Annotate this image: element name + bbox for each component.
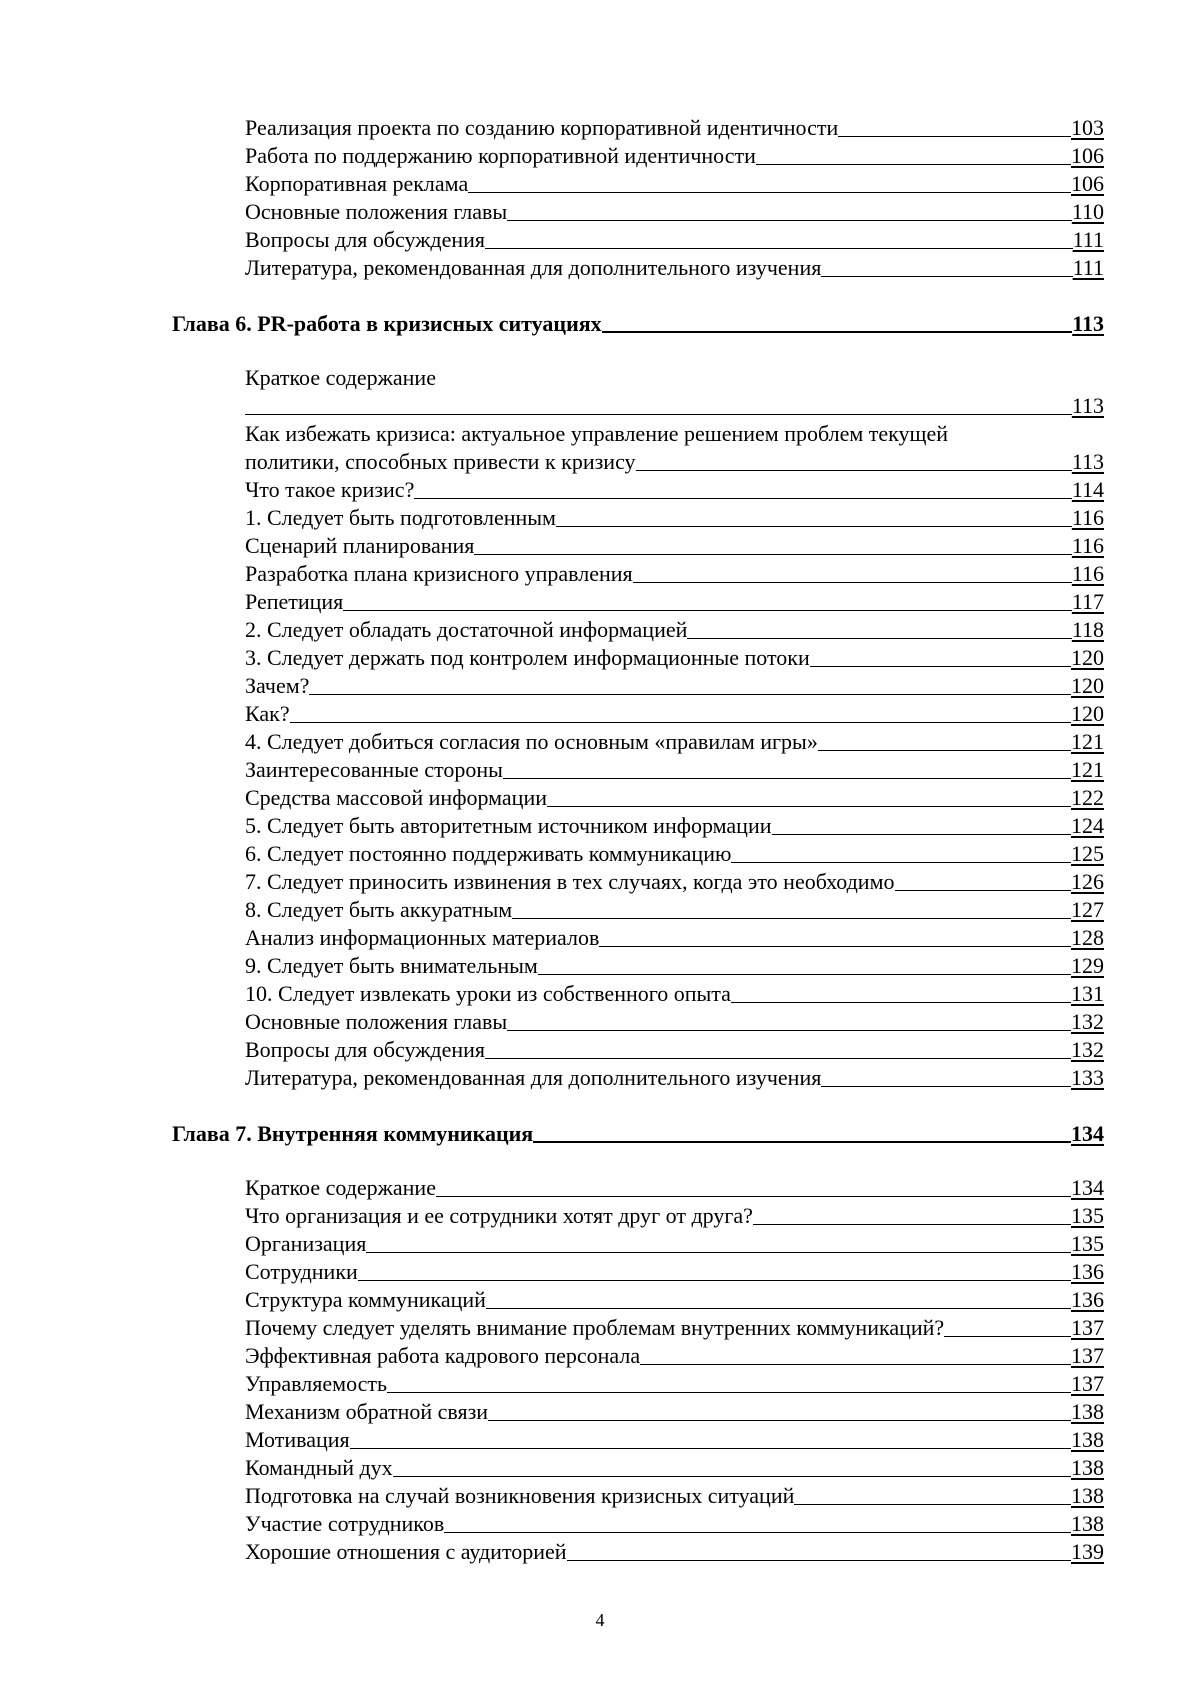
entry-title-line1: Как избежать кризиса: актуальное управление решением проблем текущей (245, 421, 949, 446)
entry-page-number: 120 (1071, 673, 1104, 698)
entry-title: Хорошие отношения с аудиторией (245, 1539, 567, 1564)
dot-leader (636, 470, 1072, 471)
dot-leader (485, 248, 1073, 249)
entry-page-number: 137 (1071, 1371, 1104, 1396)
dot-leader (731, 1002, 1071, 1003)
toc-entry[interactable] (172, 980, 1104, 1008)
dot-leader (474, 554, 1071, 555)
toc-entry[interactable] (172, 1174, 1104, 1202)
dot-leader (547, 806, 1071, 807)
entry-page-number: 129 (1071, 953, 1104, 978)
entry-page-number: 111 (1072, 255, 1104, 280)
dot-leader (309, 694, 1071, 695)
entry-page-number: 125 (1071, 841, 1104, 866)
entry-page-number: 138 (1071, 1511, 1104, 1536)
entry-title: 6. Следует постоянно поддерживать коммуникацию (245, 841, 732, 866)
entry-title: Вопросы для обсуждения (245, 227, 486, 252)
entry-title: Корпоративная реклама (245, 171, 469, 196)
entry-title: Почему следует уделять внимание проблемам внутренних коммуникаций? (245, 1315, 945, 1340)
entry-page-number: 116 (1071, 561, 1104, 586)
dot-leader (366, 1252, 1071, 1253)
toc-entry[interactable] (172, 588, 1104, 616)
toc-entry[interactable] (172, 1454, 1104, 1482)
toc-entry[interactable] (172, 868, 1104, 896)
entry-page-number: 116 (1071, 505, 1104, 530)
entry-page-number: 110 (1071, 199, 1104, 224)
entry-title: Что организация и ее сотрудники хотят друг от друга? (245, 1203, 753, 1228)
entry-page-number: 121 (1071, 757, 1104, 782)
entry-page-number: 135 (1071, 1231, 1104, 1256)
dot-leader (538, 974, 1071, 975)
chapter-title: Глава 7. Внутренняя коммуникация (172, 1121, 534, 1146)
toc-entry[interactable] (172, 644, 1104, 672)
entry-title: Механизм обратной связи (245, 1399, 489, 1424)
entry-title: 1. Следует быть подготовленным (245, 505, 556, 530)
toc-entry[interactable] (172, 170, 1104, 198)
toc-entry[interactable] (172, 560, 1104, 588)
entry-page-number: 124 (1071, 813, 1104, 838)
toc-entry[interactable] (172, 532, 1104, 560)
entry-title: Управляемость (245, 1371, 388, 1396)
entry-title: Как? (245, 701, 290, 726)
entry-title: 7. Следует приносить извинения в тех случаях, когда это необходимо (245, 869, 895, 894)
entry-title: 10. Следует извлекать уроки из собственного опыта (245, 981, 731, 1006)
dot-leader (772, 834, 1071, 835)
entry-page-number: 136 (1071, 1259, 1104, 1284)
toc-entry[interactable] (172, 1202, 1104, 1230)
toc-entry[interactable] (172, 1286, 1104, 1314)
dot-leader (358, 1280, 1071, 1281)
toc-entry[interactable] (172, 1036, 1104, 1064)
entry-title: Работа по поддержанию корпоративной идентичности (245, 143, 756, 168)
entry-page-number: 111 (1072, 227, 1104, 252)
entry-page-number: 128 (1071, 925, 1104, 950)
entry-title: Мотивация (245, 1427, 350, 1452)
toc-entry-avoid-crisis[interactable] (172, 420, 1104, 476)
toc-entry[interactable] (172, 1510, 1104, 1538)
entry-title: Сценарий планирования (245, 533, 475, 558)
toc-entry[interactable] (172, 142, 1104, 170)
dot-leader (485, 1058, 1071, 1059)
toc-chapter-7[interactable] (172, 1118, 1104, 1148)
toc-entry[interactable] (172, 700, 1104, 728)
toc-entry[interactable] (172, 952, 1104, 980)
entry-page-number: 121 (1071, 729, 1104, 754)
dot-leader (512, 918, 1071, 919)
dot-leader (838, 136, 1071, 137)
entry-page-number: 103 (1071, 115, 1104, 140)
toc-entry[interactable] (172, 784, 1104, 812)
toc-entry[interactable] (172, 840, 1104, 868)
dot-leader (821, 1086, 1071, 1087)
entry-title: Участие сотрудников (245, 1511, 445, 1536)
entry-page-number: 106 (1071, 171, 1104, 196)
dot-leader (486, 1308, 1071, 1309)
dot-leader (533, 1141, 1071, 1143)
entry-page-number: 137 (1071, 1315, 1104, 1340)
toc-entry[interactable] (172, 254, 1104, 282)
dot-leader (350, 1448, 1071, 1449)
dot-leader (818, 750, 1071, 751)
toc-entry[interactable] (172, 812, 1104, 840)
entry-title: Литература, рекомендованная для дополнительного изучения (245, 255, 822, 280)
dot-leader (393, 1476, 1071, 1477)
dot-leader (343, 610, 1072, 611)
dot-leader (944, 1336, 1071, 1337)
entry-title: Командный дух (245, 1455, 393, 1480)
entry-page-number: 113 (1071, 449, 1104, 474)
entry-title: 2. Следует обладать достаточной информацией (245, 617, 688, 642)
entry-page-number: 117 (1071, 589, 1104, 614)
dot-leader (756, 164, 1071, 165)
entry-page-number: 135 (1071, 1203, 1104, 1228)
dot-leader (640, 1364, 1071, 1365)
entry-title: Структура коммуникаций (245, 1287, 486, 1312)
entry-title: Средства массовой информации (245, 785, 547, 810)
dot-leader (503, 778, 1071, 779)
toc-section-chapter7 (172, 1174, 1104, 1566)
toc-entry[interactable] (172, 114, 1104, 142)
dot-leader (687, 638, 1071, 639)
chapter-page-number: 134 (1071, 1121, 1104, 1146)
dot-leader (444, 1532, 1071, 1533)
entry-title: Репетиция (245, 589, 344, 614)
dot-leader (602, 331, 1073, 333)
toc-entry[interactable] (172, 1342, 1104, 1370)
toc-entry[interactable] (172, 1258, 1104, 1286)
dot-leader (895, 890, 1072, 891)
toc-section-chapter6 (172, 476, 1104, 1092)
dot-leader (507, 1030, 1071, 1031)
entry-title: Подготовка на случай возникновения кризисных ситуаций (245, 1483, 795, 1508)
toc-entry[interactable] (172, 672, 1104, 700)
dot-leader (633, 582, 1072, 583)
toc-entry-summary[interactable] (172, 364, 1104, 420)
toc-entry[interactable] (172, 756, 1104, 784)
entry-title: Зачем? (245, 673, 310, 698)
toc-entry[interactable] (172, 1482, 1104, 1510)
dot-leader (436, 1196, 1071, 1197)
entry-page-number: 127 (1071, 897, 1104, 922)
entry-title: 4. Следует добиться согласия по основным «правилам игры» (245, 729, 818, 754)
entry-page-number: 132 (1071, 1037, 1104, 1062)
toc-entry[interactable] (172, 1538, 1104, 1566)
toc-entry[interactable] (172, 896, 1104, 924)
entry-title: Основные положения главы (245, 199, 508, 224)
entry-title: Литература, рекомендованная для дополнительного изучения (245, 1065, 822, 1090)
toc-entry[interactable] (172, 616, 1104, 644)
entry-page-number: 122 (1071, 785, 1104, 810)
entry-title: Краткое содержание (245, 365, 436, 390)
entry-title: Разработка плана кризисного управления (245, 561, 633, 586)
dot-leader (488, 1420, 1071, 1421)
entry-page-number: 138 (1071, 1483, 1104, 1508)
dot-leader (414, 498, 1071, 499)
entry-page-number: 120 (1071, 645, 1104, 670)
chapter-page-number: 113 (1072, 311, 1104, 336)
entry-title: Что такое кризис? (245, 477, 415, 502)
entry-page-number: 137 (1071, 1343, 1104, 1368)
dot-leader (567, 1560, 1071, 1561)
entry-page-number: 139 (1071, 1539, 1104, 1564)
entry-page-number: 134 (1071, 1175, 1104, 1200)
entry-page-number: 131 (1071, 981, 1104, 1006)
dot-leader (468, 192, 1071, 193)
toc-entry[interactable] (172, 476, 1104, 504)
dot-leader (556, 526, 1072, 527)
entry-title: Сотрудники (245, 1259, 358, 1284)
entry-page-number: 114 (1071, 477, 1104, 502)
toc-entry[interactable] (172, 1230, 1104, 1258)
entry-page-number: 118 (1071, 617, 1104, 642)
chapter-title: Глава 6. PR-работа в кризисных ситуациях (172, 311, 602, 336)
entry-page-number: 113 (1071, 393, 1104, 418)
toc-entry[interactable] (172, 504, 1104, 532)
entry-page-number: 106 (1071, 143, 1104, 168)
entry-title: Краткое содержание (245, 1175, 436, 1200)
entry-title: 9. Следует быть внимательным (245, 953, 538, 978)
toc-entry[interactable] (172, 728, 1104, 756)
table-of-contents (172, 114, 1104, 1566)
entry-page-number: 116 (1071, 533, 1104, 558)
toc-entry[interactable] (172, 1314, 1104, 1342)
entry-title: Реализация проекта по созданию корпоративной идентичности (245, 115, 839, 140)
entry-page-number: 138 (1071, 1455, 1104, 1480)
dot-leader (507, 220, 1072, 221)
toc-entry[interactable] (172, 1370, 1104, 1398)
toc-entry[interactable] (172, 1398, 1104, 1426)
dot-leader (794, 1504, 1071, 1505)
toc-entry[interactable] (172, 198, 1104, 226)
dot-leader (387, 1392, 1071, 1393)
entry-title: Эффективная работа кадрового персонала (245, 1343, 641, 1368)
entry-title: Анализ информационных материалов (245, 925, 600, 950)
toc-entry[interactable] (172, 226, 1104, 254)
toc-entry[interactable] (172, 1426, 1104, 1454)
dot-leader (245, 414, 1072, 415)
dot-leader (731, 862, 1071, 863)
dot-leader (599, 946, 1071, 947)
entry-title: 5. Следует быть авторитетным источником информации (245, 813, 772, 838)
toc-entry[interactable] (172, 924, 1104, 952)
entry-page-number: 132 (1071, 1009, 1104, 1034)
entry-page-number: 126 (1071, 869, 1104, 894)
toc-chapter-6[interactable] (172, 308, 1104, 338)
entry-title: Организация (245, 1231, 367, 1256)
entry-page-number: 138 (1071, 1399, 1104, 1424)
page-number: 4 (595, 1610, 605, 1630)
entry-title: 3. Следует держать под контролем информационные потоки (245, 645, 810, 670)
dot-leader (753, 1224, 1071, 1225)
toc-entry[interactable] (172, 1008, 1104, 1036)
entry-title: 8. Следует быть аккуратным (245, 897, 513, 922)
toc-section-chapter5-tail (172, 114, 1104, 282)
dot-leader (821, 276, 1072, 277)
entry-title: Вопросы для обсуждения (245, 1037, 486, 1062)
entry-title: Основные положения главы (245, 1009, 508, 1034)
entry-page-number: 138 (1071, 1427, 1104, 1452)
entry-page-number: 120 (1071, 701, 1104, 726)
dot-leader (810, 666, 1071, 667)
entry-page-number: 133 (1071, 1065, 1104, 1090)
toc-entry[interactable] (172, 1064, 1104, 1092)
entry-title: Заинтересованные стороны (245, 757, 503, 782)
dot-leader (290, 722, 1071, 723)
entry-page-number: 136 (1071, 1287, 1104, 1312)
entry-title-line2: политики, способных привести к кризису (245, 449, 636, 474)
